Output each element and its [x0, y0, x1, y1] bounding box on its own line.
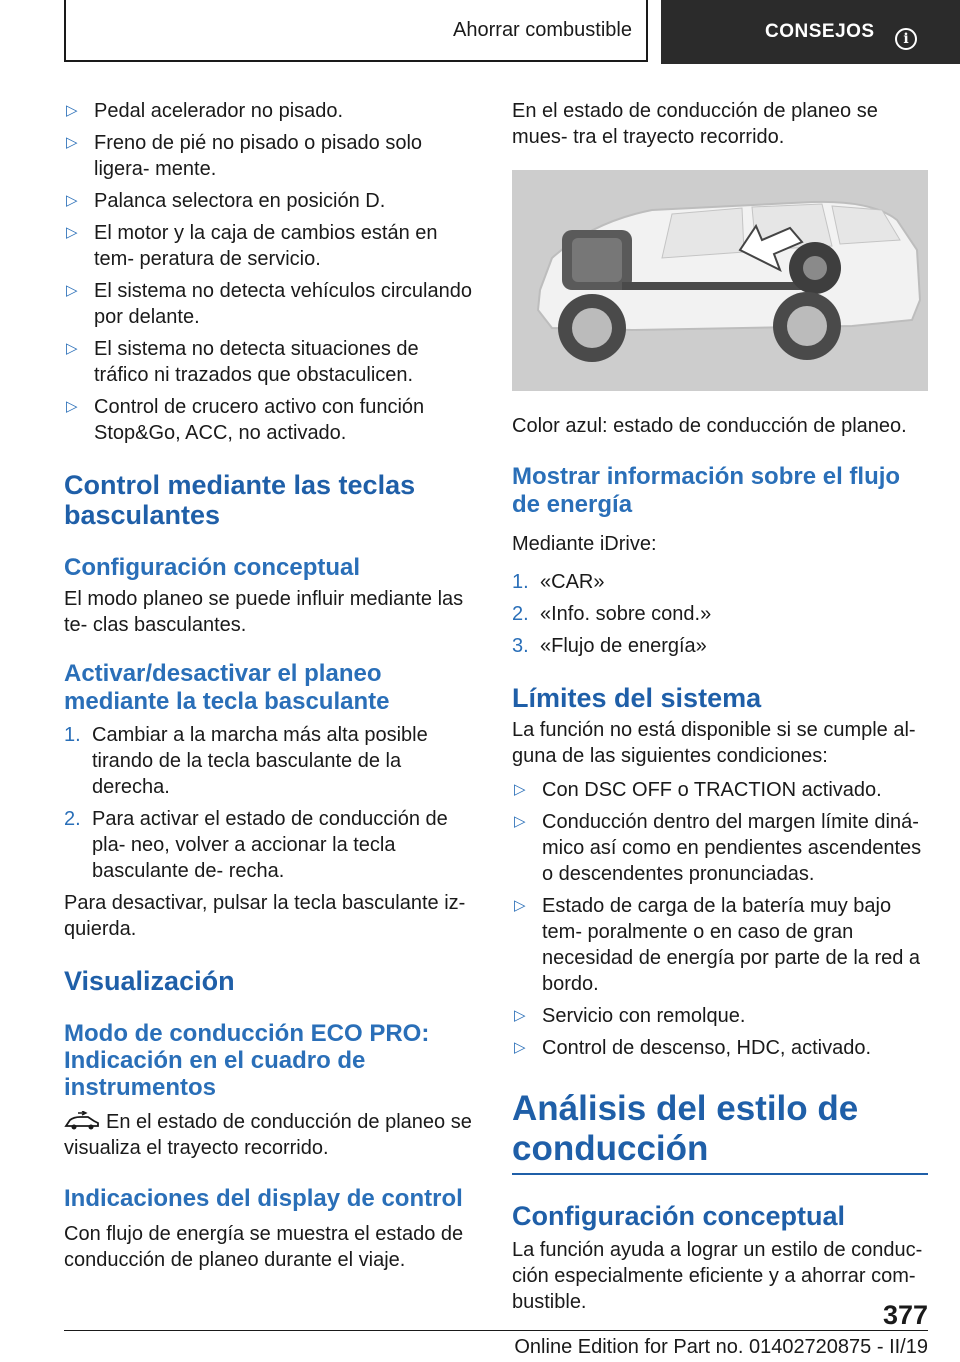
- car-illustration: [512, 170, 928, 391]
- triangle-bullet-icon: ▷: [66, 134, 78, 151]
- list-item: ▷ Pedal acelerador no pisado.: [66, 100, 344, 122]
- page-number: 377: [882, 1300, 928, 1330]
- heading-visualizacion: Visualización: [64, 966, 235, 996]
- paragraph-idrive: Mediante iDrive:: [512, 533, 657, 555]
- menu-path-item: 2. «Info. sobre cond.»: [512, 603, 712, 625]
- triangle-bullet-icon: ▷: [66, 340, 78, 357]
- triangle-bullet-icon: ▷: [66, 282, 78, 299]
- paragraph-configuracion: El modo planeo se puede influir mediante las te‐ clas basculantes.: [64, 588, 464, 636]
- list-item: 2. Para activar el estado de conducción de pla‐ neo, volver a accionar la tecla basculante de‐ recha.: [64, 808, 448, 882]
- image-caption: Color azul: estado de conducción de planeo.: [512, 415, 907, 437]
- paragraph-eco-pro: En el estado de conducción de planeo se visualiza el trayecto recorrido.: [64, 1111, 472, 1159]
- heading-configuracion: Configuración conceptual: [64, 554, 361, 581]
- list-item: ▷ Servicio con remolque.: [514, 1005, 746, 1027]
- triangle-bullet-icon: ▷: [66, 398, 78, 415]
- paragraph-display-control: Con flujo de energía se muestra el estado de conducción de planeo durante el viaje.: [64, 1223, 464, 1271]
- list-item: ▷ El sistema no detecta vehículos circulando por delante.: [66, 280, 472, 328]
- left-column: [64, 98, 474, 1273]
- heading-analisis-estilo: Análisis del estilo de conducción: [512, 1089, 859, 1168]
- heading-configuracion-2: Configuración conceptual: [512, 1201, 846, 1231]
- heading-eco-pro: Modo de conducción ECO PRO: Indicación en el cuadro de instrumentos: [64, 1020, 430, 1101]
- list-item: ▷ Control de crucero activo con función Stop&Go, ACC, no activado.: [66, 396, 425, 444]
- paragraph-desactivar: Para desactivar, pulsar la tecla basculante iz‐ quierda.: [64, 892, 466, 940]
- list-item: ▷ Con DSC OFF o TRACTION activado.: [514, 779, 882, 801]
- heading-activar-desactivar: Activar/desactivar el planeo mediante la tecla basculante: [64, 660, 390, 715]
- triangle-bullet-icon: ▷: [514, 1039, 526, 1056]
- section-title: Ahorrar combustible: [453, 18, 632, 41]
- triangle-bullet-icon: ▷: [514, 1007, 526, 1024]
- list-item: 1. Cambiar a la marcha más alta posible tirando de la tecla basculante de la derecha.: [64, 724, 428, 798]
- header-section-title: [64, 0, 648, 62]
- heading-divider: [512, 1173, 928, 1175]
- chapter-title: CONSEJOS: [765, 21, 875, 42]
- triangle-bullet-icon: ▷: [514, 781, 526, 798]
- paragraph-intro: En el estado de conducción de planeo se mues‐ tra el trayecto recorrido.: [512, 100, 878, 148]
- info-icon[interactable]: i: [895, 28, 917, 50]
- list-item: ▷ Freno de pié no pisado o pisado solo ligera‐ mente.: [66, 132, 423, 180]
- footer-divider: [64, 1330, 928, 1331]
- triangle-bullet-icon: ▷: [514, 897, 526, 914]
- heading-flujo-energia: Mostrar información sobre el flujo de energía: [512, 463, 901, 518]
- triangle-bullet-icon: ▷: [66, 102, 78, 119]
- list-item: ▷ El sistema no detecta situaciones de tráfico ni trazados que obstaculicen.: [66, 338, 419, 386]
- right-column: [512, 98, 928, 1315]
- list-item: ▷ Palanca selectora en posición D.: [66, 190, 386, 212]
- paragraph-configuracion-2: La función ayuda a lograr un estilo de conduc‐ ción especialmente eficiente y a ahorrar com‐ bustible.: [512, 1239, 923, 1313]
- car-drivetrain-image: [512, 170, 928, 391]
- list-item: ▷ Estado de carga de la batería muy bajo tem‐ poralmente o en caso de gran necesidad de energía por parte de la red a bordo.: [514, 895, 921, 995]
- list-item: ▷ Control de descenso, HDC, activado.: [514, 1037, 872, 1059]
- paragraph-limites: La función no está disponible si se cumple al‐ guna de las siguientes condiciones:: [512, 719, 916, 767]
- edition-info: Online Edition for Part no. 01402720875 - II/19: [514, 1336, 928, 1358]
- heading-limites: Límites del sistema: [512, 683, 762, 713]
- menu-path-item: 3. «Flujo de energía»: [512, 635, 707, 657]
- list-item: ▷ Conducción dentro del margen límite diná‐ mico así como en pendientes ascendentes o descendentes pronunciadas.: [514, 811, 922, 885]
- menu-path-item: 1. «CAR»: [512, 571, 605, 593]
- triangle-bullet-icon: ▷: [66, 192, 78, 209]
- triangle-bullet-icon: ▷: [514, 813, 526, 830]
- coasting-car-icon: [64, 1111, 100, 1131]
- heading-control-teclas: Control mediante las teclas basculantes: [64, 470, 416, 530]
- heading-display-control: Indicaciones del display de control: [64, 1185, 463, 1212]
- triangle-bullet-icon: ▷: [66, 224, 78, 241]
- list-item: ▷ El motor y la caja de cambios están en tem‐ peratura de servicio.: [66, 222, 438, 270]
